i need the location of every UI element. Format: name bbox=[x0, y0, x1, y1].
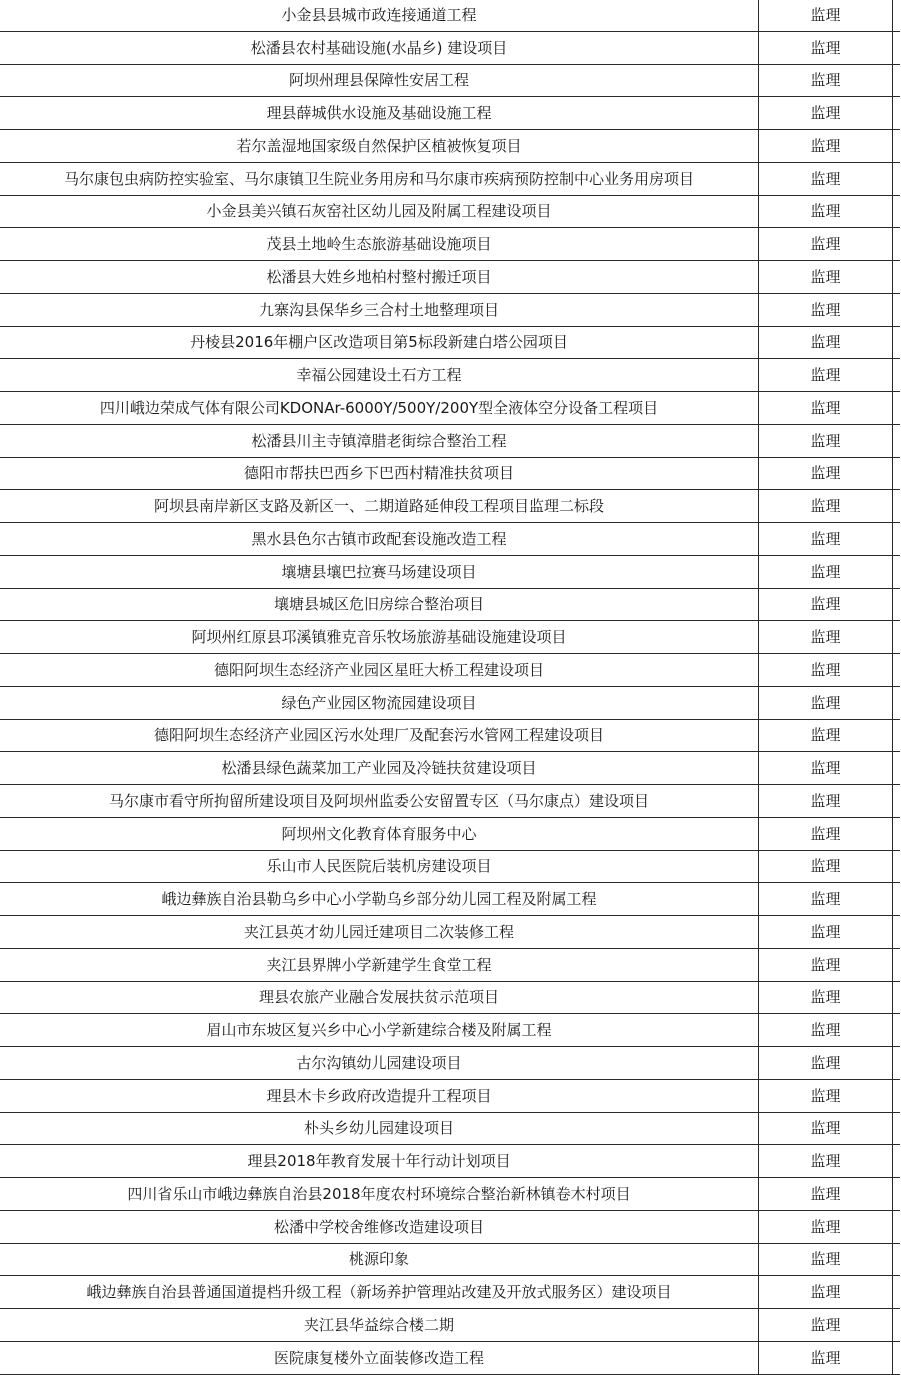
table-row bbox=[0, 686, 900, 719]
project-name-cell: 阿坝州文化教育体育服务中心 bbox=[0, 817, 759, 850]
table-row bbox=[0, 0, 900, 31]
service-type-cell: 监理 bbox=[759, 457, 893, 490]
table-row bbox=[0, 228, 900, 261]
table-row bbox=[0, 523, 900, 556]
table-row bbox=[0, 785, 900, 818]
trailing-cell bbox=[893, 457, 900, 490]
service-type-cell: 监理 bbox=[759, 326, 893, 359]
table-row bbox=[0, 1047, 900, 1080]
service-type-cell: 监理 bbox=[759, 1243, 893, 1276]
service-type-cell: 监理 bbox=[759, 424, 893, 457]
table-row bbox=[0, 457, 900, 490]
table-row bbox=[0, 261, 900, 294]
table-row bbox=[0, 1112, 900, 1145]
table-row bbox=[0, 1014, 900, 1047]
project-name-cell: 乐山市人民医院后装机房建设项目 bbox=[0, 850, 759, 883]
project-name-cell: 四川省乐山市峨边彝族自治县2018年度农村环境综合整治新林镇卷木村项目 bbox=[0, 1178, 759, 1211]
service-type-cell: 监理 bbox=[759, 1145, 893, 1178]
trailing-cell bbox=[893, 490, 900, 523]
table-row bbox=[0, 1079, 900, 1112]
service-type-cell: 监理 bbox=[759, 162, 893, 195]
trailing-cell bbox=[893, 162, 900, 195]
table-row bbox=[0, 490, 900, 523]
service-type-cell: 监理 bbox=[759, 293, 893, 326]
project-name-cell: 理县薛城供水设施及基础设施工程 bbox=[0, 97, 759, 130]
trailing-cell bbox=[893, 1047, 900, 1080]
project-name-cell: 古尔沟镇幼儿园建设项目 bbox=[0, 1047, 759, 1080]
trailing-cell bbox=[893, 228, 900, 261]
project-name-cell: 夹江县华益综合楼二期 bbox=[0, 1309, 759, 1342]
trailing-cell bbox=[893, 883, 900, 916]
trailing-cell bbox=[893, 654, 900, 687]
service-type-cell: 监理 bbox=[759, 1079, 893, 1112]
project-name-cell: 理县2018年教育发展十年行动计划项目 bbox=[0, 1145, 759, 1178]
service-type-cell: 监理 bbox=[759, 490, 893, 523]
project-name-cell: 眉山市东坡区复兴乡中心小学新建综合楼及附属工程 bbox=[0, 1014, 759, 1047]
service-type-cell: 监理 bbox=[759, 1178, 893, 1211]
table-row bbox=[0, 392, 900, 425]
project-name-cell: 阿坝州红原县邛溪镇雅克音乐牧场旅游基础设施建设项目 bbox=[0, 621, 759, 654]
table-row bbox=[0, 1243, 900, 1276]
service-type-cell: 监理 bbox=[759, 1112, 893, 1145]
service-type-cell: 监理 bbox=[759, 621, 893, 654]
trailing-cell bbox=[893, 523, 900, 556]
trailing-cell bbox=[893, 785, 900, 818]
table-row bbox=[0, 1210, 900, 1243]
service-type-cell: 监理 bbox=[759, 1014, 893, 1047]
project-name-cell: 理县木卡乡政府改造提升工程项目 bbox=[0, 1079, 759, 1112]
project-name-cell: 绿色产业园区物流园建设项目 bbox=[0, 686, 759, 719]
service-type-cell: 监理 bbox=[759, 1210, 893, 1243]
service-type-cell: 监理 bbox=[759, 785, 893, 818]
service-type-cell: 监理 bbox=[759, 130, 893, 163]
table-row bbox=[0, 719, 900, 752]
service-type-cell: 监理 bbox=[759, 1341, 893, 1374]
project-name-cell: 夹江县英才幼儿园迁建项目二次装修工程 bbox=[0, 916, 759, 949]
trailing-cell bbox=[893, 588, 900, 621]
table-row bbox=[0, 654, 900, 687]
service-type-cell: 监理 bbox=[759, 31, 893, 64]
service-type-cell: 监理 bbox=[759, 654, 893, 687]
trailing-cell bbox=[893, 981, 900, 1014]
service-type-cell: 监理 bbox=[759, 359, 893, 392]
table-row bbox=[0, 326, 900, 359]
project-name-cell: 若尔盖湿地国家级自然保护区植被恢复项目 bbox=[0, 130, 759, 163]
trailing-cell bbox=[893, 1341, 900, 1374]
project-name-cell: 松潘县农村基础设施(水晶乡) 建设项目 bbox=[0, 31, 759, 64]
service-type-cell: 监理 bbox=[759, 228, 893, 261]
service-type-cell: 监理 bbox=[759, 850, 893, 883]
project-name-cell: 四川峨边荣成气体有限公司KDONAr-6000Y/500Y/200Y型全液体空分设备工程项目 bbox=[0, 392, 759, 425]
table-row bbox=[0, 195, 900, 228]
project-name-cell: 阿坝县南岸新区支路及新区一、二期道路延伸段工程项目监理二标段 bbox=[0, 490, 759, 523]
table-row bbox=[0, 916, 900, 949]
trailing-cell bbox=[893, 1079, 900, 1112]
trailing-cell bbox=[893, 1309, 900, 1342]
project-name-cell: 小金县美兴镇石灰窑社区幼儿园及附属工程建设项目 bbox=[0, 195, 759, 228]
table-row bbox=[0, 293, 900, 326]
project-name-cell: 茂县土地岭生态旅游基础设施项目 bbox=[0, 228, 759, 261]
service-type-cell: 监理 bbox=[759, 588, 893, 621]
table-row bbox=[0, 752, 900, 785]
project-name-cell: 丹棱县2016年棚户区改造项目第5标段新建白塔公园项目 bbox=[0, 326, 759, 359]
service-type-cell: 监理 bbox=[759, 392, 893, 425]
project-name-cell: 德阳市帮扶巴西乡下巴西村精准扶贫项目 bbox=[0, 457, 759, 490]
trailing-cell bbox=[893, 130, 900, 163]
project-name-cell: 夹江县界牌小学新建学生食堂工程 bbox=[0, 948, 759, 981]
trailing-cell bbox=[893, 948, 900, 981]
table-row bbox=[0, 817, 900, 850]
trailing-cell bbox=[893, 359, 900, 392]
service-type-cell: 监理 bbox=[759, 1309, 893, 1342]
trailing-cell bbox=[893, 686, 900, 719]
trailing-cell bbox=[893, 1145, 900, 1178]
table-row bbox=[0, 555, 900, 588]
table-row bbox=[0, 883, 900, 916]
trailing-cell bbox=[893, 817, 900, 850]
project-name-cell: 桃源印象 bbox=[0, 1243, 759, 1276]
table-row bbox=[0, 621, 900, 654]
trailing-cell bbox=[893, 392, 900, 425]
project-name-cell: 小金县县城市政连接通道工程 bbox=[0, 0, 759, 31]
table-row bbox=[0, 981, 900, 1014]
trailing-cell bbox=[893, 0, 900, 31]
trailing-cell bbox=[893, 916, 900, 949]
table-row bbox=[0, 1145, 900, 1178]
project-name-cell: 马尔康市看守所拘留所建设项目及阿坝州监委公安留置专区（马尔康点）建设项目 bbox=[0, 785, 759, 818]
service-type-cell: 监理 bbox=[759, 981, 893, 1014]
project-name-cell: 阿坝州理县保障性安居工程 bbox=[0, 64, 759, 97]
trailing-cell bbox=[893, 326, 900, 359]
trailing-cell bbox=[893, 64, 900, 97]
table-row bbox=[0, 1341, 900, 1374]
project-name-cell: 松潘县大姓乡地柏村整村搬迁项目 bbox=[0, 261, 759, 294]
service-type-cell: 监理 bbox=[759, 261, 893, 294]
table-row bbox=[0, 1276, 900, 1309]
project-name-cell: 九寨沟县保华乡三合村土地整理项目 bbox=[0, 293, 759, 326]
table-row bbox=[0, 359, 900, 392]
project-name-cell: 幸福公园建设土石方工程 bbox=[0, 359, 759, 392]
project-name-cell: 德阳阿坝生态经济产业园区污水处理厂及配套污水管网工程建设项目 bbox=[0, 719, 759, 752]
table-row bbox=[0, 588, 900, 621]
service-type-cell: 监理 bbox=[759, 686, 893, 719]
service-type-cell: 监理 bbox=[759, 0, 893, 31]
project-name-cell: 松潘中学校舍维修改造建设项目 bbox=[0, 1210, 759, 1243]
table-row bbox=[0, 130, 900, 163]
project-name-cell: 理县农旅产业融合发展扶贫示范项目 bbox=[0, 981, 759, 1014]
trailing-cell bbox=[893, 1210, 900, 1243]
project-name-cell: 峨边彝族自治县勒乌乡中心小学勒乌乡部分幼儿园工程及附属工程 bbox=[0, 883, 759, 916]
service-type-cell: 监理 bbox=[759, 883, 893, 916]
trailing-cell bbox=[893, 424, 900, 457]
trailing-cell bbox=[893, 1243, 900, 1276]
service-type-cell: 监理 bbox=[759, 555, 893, 588]
project-name-cell: 壤塘县城区危旧房综合整治项目 bbox=[0, 588, 759, 621]
trailing-cell bbox=[893, 850, 900, 883]
table-row bbox=[0, 1309, 900, 1342]
table-row bbox=[0, 31, 900, 64]
project-name-cell: 松潘县川主寺镇漳腊老街综合整治工程 bbox=[0, 424, 759, 457]
project-name-cell: 朴头乡幼儿园建设项目 bbox=[0, 1112, 759, 1145]
project-name-cell: 壤塘县壤巴拉赛马场建设项目 bbox=[0, 555, 759, 588]
trailing-cell bbox=[893, 1112, 900, 1145]
table-row bbox=[0, 162, 900, 195]
service-type-cell: 监理 bbox=[759, 195, 893, 228]
table-row bbox=[0, 424, 900, 457]
service-type-cell: 监理 bbox=[759, 523, 893, 556]
project-name-cell: 马尔康包虫病防控实验室、马尔康镇卫生院业务用房和马尔康市疾病预防控制中心业务用房项目 bbox=[0, 162, 759, 195]
service-type-cell: 监理 bbox=[759, 719, 893, 752]
service-type-cell: 监理 bbox=[759, 64, 893, 97]
trailing-cell bbox=[893, 1014, 900, 1047]
service-type-cell: 监理 bbox=[759, 97, 893, 130]
trailing-cell bbox=[893, 1276, 900, 1309]
service-type-cell: 监理 bbox=[759, 752, 893, 785]
service-type-cell: 监理 bbox=[759, 1047, 893, 1080]
project-name-cell: 德阳阿坝生态经济产业园区星旺大桥工程建设项目 bbox=[0, 654, 759, 687]
project-name-cell: 峨边彝族自治县普通国道提档升级工程（新场养护管理站改建及开放式服务区）建设项目 bbox=[0, 1276, 759, 1309]
project-name-cell: 黑水县色尔古镇市政配套设施改造工程 bbox=[0, 523, 759, 556]
trailing-cell bbox=[893, 719, 900, 752]
service-type-cell: 监理 bbox=[759, 916, 893, 949]
trailing-cell bbox=[893, 261, 900, 294]
service-type-cell: 监理 bbox=[759, 1276, 893, 1309]
project-name-cell: 松潘县绿色蔬菜加工产业园及冷链扶贫建设项目 bbox=[0, 752, 759, 785]
project-name-cell: 医院康复楼外立面装修改造工程 bbox=[0, 1341, 759, 1374]
trailing-cell bbox=[893, 195, 900, 228]
table-row bbox=[0, 1178, 900, 1211]
table-row bbox=[0, 97, 900, 130]
table-row bbox=[0, 64, 900, 97]
service-type-cell: 监理 bbox=[759, 948, 893, 981]
trailing-cell bbox=[893, 31, 900, 64]
table-row bbox=[0, 948, 900, 981]
trailing-cell bbox=[893, 555, 900, 588]
trailing-cell bbox=[893, 293, 900, 326]
trailing-cell bbox=[893, 97, 900, 130]
trailing-cell bbox=[893, 1178, 900, 1211]
service-type-cell: 监理 bbox=[759, 817, 893, 850]
trailing-cell bbox=[893, 621, 900, 654]
trailing-cell bbox=[893, 752, 900, 785]
table-row bbox=[0, 850, 900, 883]
